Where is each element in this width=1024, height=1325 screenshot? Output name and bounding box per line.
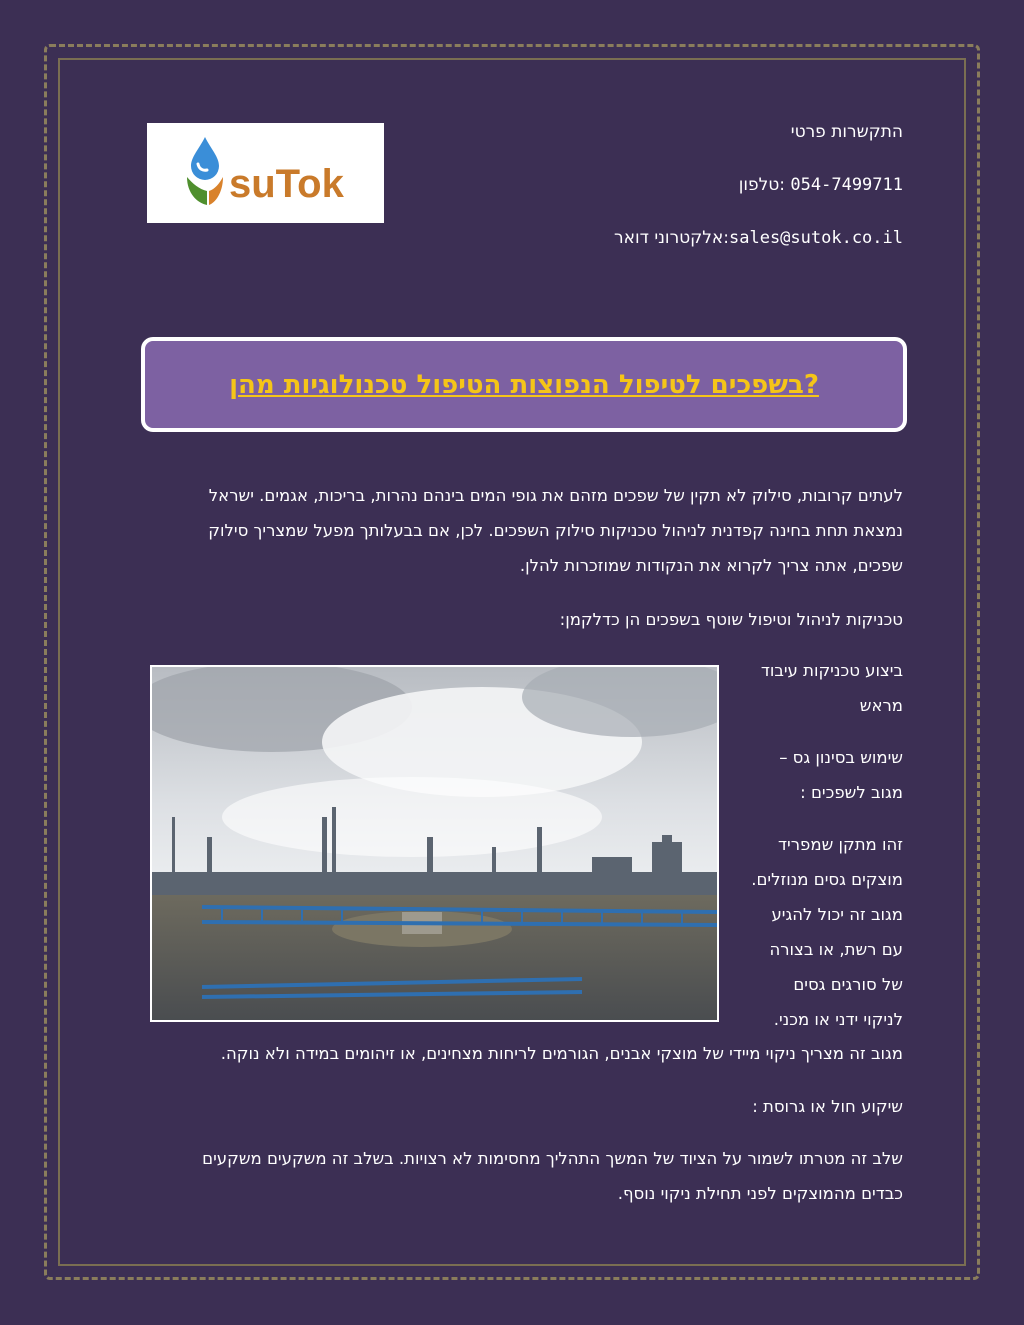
- side-line: עם רשת, או בצורה: [769, 940, 903, 959]
- contact-heading: התקשרות פרטי: [790, 122, 903, 142]
- final-paragraph: [140, 1141, 903, 1211]
- email-line: [483, 226, 903, 250]
- final-line: שלב זה מטרתו לשמור על הציוד של המשך התהליך מחסימות לא רצויות. בשלב זה משקעים משקעים: [202, 1149, 903, 1168]
- intro-line: נמצאת תחת בחינה קפדנית לניהול טכניקות סילוק השפכים. לכן, אם בבעלותך מפעל שמצריך סילוק: [208, 521, 903, 540]
- techniques-heading: טכניקות לניהול וטיפול שוטף בשפכים הן כדלקמן:: [559, 610, 903, 629]
- side-line: של סורגים גסים: [793, 975, 903, 994]
- phone-line: [483, 173, 903, 197]
- side-line: מגוב לשפכים :: [800, 783, 903, 802]
- sand-grit-heading: שיקוע חול או גרוסת :: [752, 1097, 903, 1116]
- side-line: מראש: [859, 696, 903, 715]
- side-line: לניקוי ידני או מכני.: [773, 1010, 903, 1029]
- phone-label: :טלפון: [738, 175, 785, 195]
- intro-paragraph: [140, 478, 903, 583]
- final-line: כבדים מהמוצקים לפני תחילת ניקוי נוסף.: [617, 1184, 903, 1203]
- side-line: ביצוע טכניקות עיבוד: [760, 661, 903, 680]
- wastewater-plant-photo: [150, 665, 719, 1022]
- screening-side-text: [730, 653, 903, 1037]
- email-label: :אלקטרוני דואר: [614, 228, 729, 248]
- clarifier-image: [152, 667, 717, 1020]
- side-line: שימוש בסינון גס –: [779, 748, 903, 767]
- page-title: ?בשפכים לטיפול הנפוצות הטיפול טכנולוגיות מהן: [229, 369, 819, 400]
- side-line: מגוב זה יכול להגיע: [771, 905, 903, 924]
- intro-line: לעתים קרובות, סילוק לא תקין של שפכים מזהם את גופי המים בינהם נהרות, בריכות, אגמים. ישראל: [208, 486, 903, 505]
- sutok-logo: [147, 123, 384, 223]
- water-drop-logo-icon: [181, 133, 351, 213]
- logo-wordmark: suTok: [228, 162, 344, 206]
- side-line: זהו מתקן שמפריד: [778, 835, 903, 854]
- email-address[interactable]: sales@sutok.co.il: [729, 228, 903, 248]
- screen-cleaning-line: מגוב זה מצריך ניקוי מיידי של מוצקי אבנים, הגורמים לריחות מצחינים, או זיהומים במידה ולא נוקה.: [220, 1044, 903, 1063]
- phone-number[interactable]: 054-7499711: [790, 175, 903, 195]
- side-line: מוצקים גסים מנוזלים.: [751, 870, 903, 889]
- title-banner: [141, 337, 907, 432]
- intro-line: שפכים, אתה צריך לקרוא את הנקודות שמוזכרות להלן.: [519, 556, 903, 575]
- contact-block: [483, 120, 903, 279]
